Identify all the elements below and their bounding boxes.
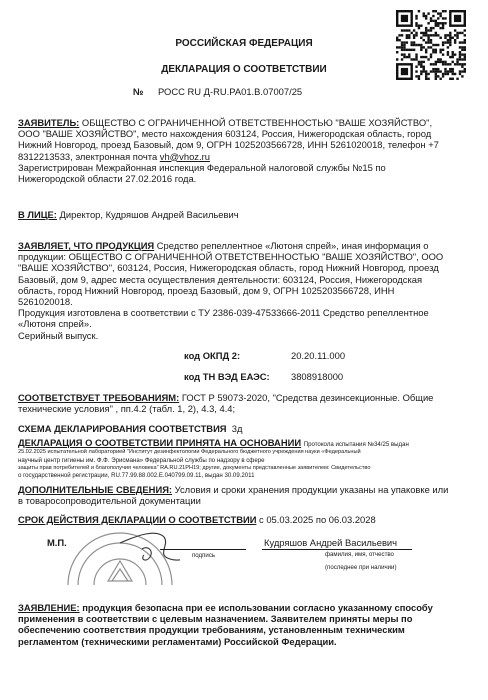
validity-label: СРОК ДЕЙСТВИЯ ДЕКЛАРАЦИИ О СООТВЕТСТВИИ	[18, 514, 257, 525]
seal-stamp-icon	[60, 515, 180, 587]
requirements-line: технические условия" , пп.4.2 (табл. 1, 2), 4.3, 4.4;	[18, 403, 236, 415]
signature-caption: подпись	[192, 552, 216, 559]
statement-line: применения в соответствии с целевым назначением. Заявителем приняты меры по	[18, 613, 413, 625]
okpd-label: код ОКПД 2:	[184, 350, 241, 361]
scheme-section	[18, 423, 242, 434]
person-section	[18, 209, 239, 220]
product-label: ЗАЯВЛЯЕТ, ЧТО ПРОДУКЦИЯ	[18, 240, 155, 251]
federation-title: РОССИЙСКАЯ ФЕДЕРАЦИЯ	[175, 38, 313, 49]
basis-line: 25.02.2025 испытательной лабораторией "Институт дезинфектологии Федерального бюджетного учреждения науки «Федеральный	[18, 449, 361, 456]
tnved-label: код ТН ВЭД ЕАЭС:	[184, 371, 270, 382]
applicant-name: ОБЩЕСТВО С ОГРАНИЧЕННОЙ ОТВЕТСТВЕННОСТЬЮ "ВАШЕ ХОЗЯЙСТВО",	[81, 117, 433, 128]
basis-label: ДЕКЛАРАЦИЯ О СООТВЕТСТВИИ ПРИНЯТА НА ОСНОВАНИИ	[18, 437, 302, 448]
qr-code-icon	[396, 10, 466, 80]
page-title: ДЕКЛАРАЦИЯ О СООТВЕТСТВИИ	[161, 64, 327, 75]
statement-section	[18, 602, 480, 647]
basis-section	[18, 437, 480, 480]
product-line: «Лютоня спрей».	[18, 318, 92, 330]
person-label: В ЛИЦЕ:	[18, 209, 57, 220]
statement-line: обеспечению соответствия продукции требованиям, установленным техническим	[18, 624, 405, 636]
applicant-line: Нижний Новгород, проезд Базовый, дом 9, ОГРН 1025203566728, ИНН 5261020018, телефон +7	[18, 139, 439, 151]
applicant-email-link[interactable]: vh@vhoz.ru	[159, 150, 210, 162]
product-line: 5261020018.	[18, 296, 73, 308]
additional-section	[18, 484, 480, 506]
requirements-line: ГОСТ Р 59073-2020, "Средства дезинсекционные. Общие	[181, 392, 434, 403]
additional-label: ДОПОЛНИТЕЛЬНЫЕ СВЕДЕНИЯ:	[18, 484, 173, 495]
validity-value: с 05.03.2025 по 06.03.2028	[259, 514, 376, 525]
statement-line: регламентом (техническими регламентами) Российской Федерации.	[18, 635, 337, 647]
product-line: продукции: ОБЩЕСТВО С ОГРАНИЧЕННОЙ ОТВЕТСТВЕННОСТЬЮ "ВАШЕ ХОЗЯЙСТВО", ООО	[18, 251, 444, 263]
applicant-line: 8312213533, электронная почта	[18, 150, 160, 162]
declaration-number: РОСС RU Д-RU.РА01.В.07007/25	[158, 86, 303, 97]
fio-caption: фамилия, имя, отчество	[325, 551, 394, 558]
basis-line: защиты прав потребителей и благополучия человека" RA.RU.21PH19; другие, документы представленные заявителем: Свидетельство	[18, 464, 371, 471]
mp-label: М.П.	[47, 537, 67, 548]
product-line: Средство репеллентное «Лютоня спрей», иная информация о	[156, 240, 429, 251]
basis-line: научный центр гигиены им. Ф.Ф. Эрисмана» Федеральной службы по надзору в сфере	[18, 456, 265, 464]
registration-line: Зарегистрирован Межрайонная инспекция Федеральной налоговой службы №15 по	[18, 161, 386, 173]
applicant-label: ЗАЯВИТЕЛЬ:	[18, 117, 80, 128]
registration-line: Нижегородской области 27.02.2016 года.	[18, 173, 197, 185]
product-line: Базовый, дом 9, адрес места осуществления деятельности: 603124, Россия, Нижегородская	[18, 273, 423, 285]
statement-line: продукция безопасна при ее использовании согласно указанному способу	[82, 602, 433, 613]
product-line: Продукция изготовлена в соответствии с ТУ 2386-039-47533666-2011 Средство репеллентное	[18, 307, 429, 319]
applicant-line: ООО "ВАШЕ ХОЗЯЙСТВО", место нахождения 603124, Россия, Нижегородская область, город	[18, 128, 432, 140]
product-line: "ВАШЕ ХОЗЯЙСТВО", 603124, Россия, Нижегородская область, город Нижний Новгород, проезд	[18, 262, 439, 274]
declaration-number-prefix: №	[133, 86, 144, 97]
signer-name: Кудряшов Андрей Васильевич	[264, 537, 398, 548]
scheme-value: 3д	[231, 423, 243, 434]
tnved-value: 3808918000	[291, 371, 344, 382]
product-section	[18, 240, 480, 341]
additional-line: Условия и сроки хранения продукции указаны на упаковке или	[174, 484, 449, 495]
statement-label: ЗАЯВЛЕНИЕ:	[18, 602, 80, 613]
requirements-label: СООТВЕТСТВУЕТ ТРЕБОВАНИЯМ:	[18, 392, 180, 403]
product-line: область, город Нижний Новгород, проезд Базовый, дом 9, ОГРН 1025203566728, ИНН	[18, 284, 395, 296]
person-value: Директор, Кудряшов Андрей Васильевич	[59, 209, 239, 220]
product-line: Серийный выпуск.	[18, 329, 99, 341]
applicant-section	[18, 117, 478, 184]
requirements-section	[18, 392, 480, 414]
scheme-label: СХЕМА ДЕКЛАРИРОВАНИЯ СООТВЕТСТВИЯ	[18, 423, 227, 434]
okpd-value: 20.20.11.000	[291, 350, 346, 361]
basis-line: Протокола испытания №34/25 выдан	[303, 441, 409, 448]
fio-note: (последнее при наличии)	[325, 564, 397, 571]
basis-line: о государственной регистрации, RU.77.99.88.002.Е.040799.09.11, выдан 30.09.2011	[18, 472, 255, 480]
name-line	[262, 549, 412, 550]
signature-line	[160, 549, 246, 550]
additional-line: в товаросопроводительной документации	[18, 495, 201, 507]
